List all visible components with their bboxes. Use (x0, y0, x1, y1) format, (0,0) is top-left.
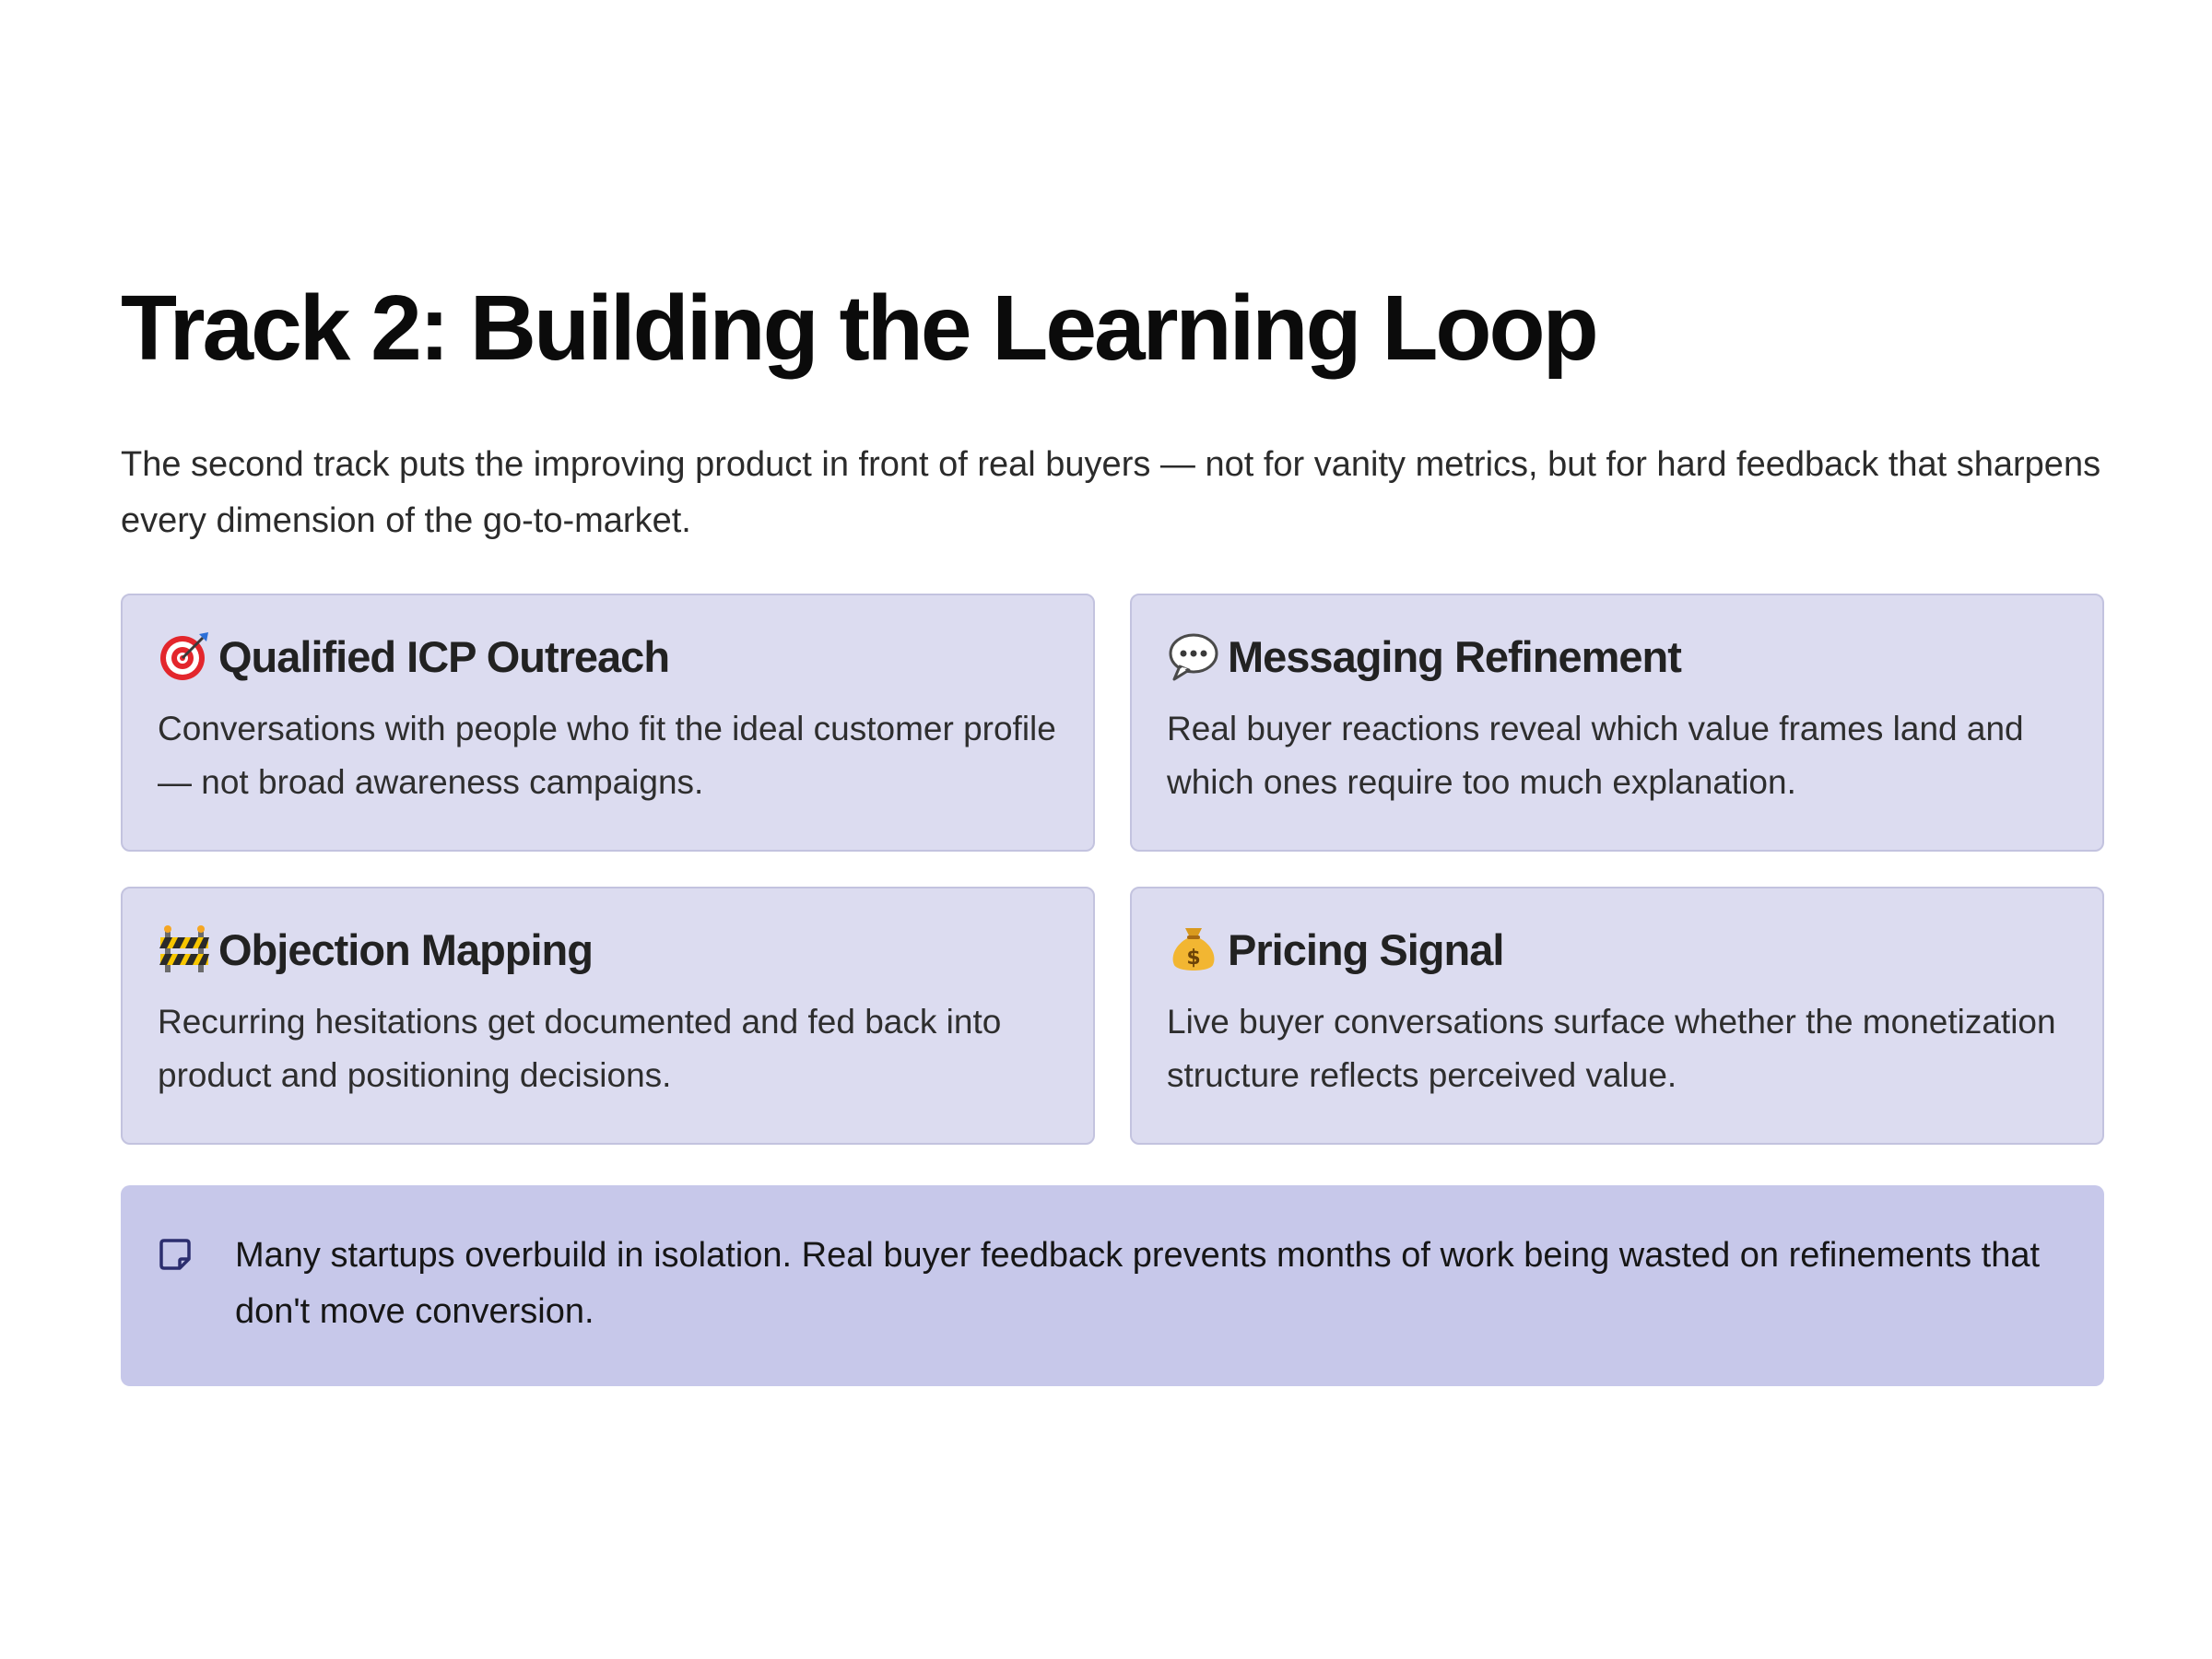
card-title: Pricing Signal (1228, 924, 1504, 974)
card-grid (121, 594, 2104, 1145)
card-description: Conversations with people who fit the ideal customer profile — not broad awareness campaigns. (158, 710, 1056, 801)
card-qualified-icp-outreach (121, 594, 1095, 852)
construction-barrier-icon (158, 923, 211, 976)
target-icon (158, 629, 211, 683)
card-description: Live buyer conversations surface whether the monetization structure reflects perceived value. (1167, 1003, 2056, 1094)
card-messaging-refinement (1130, 594, 2104, 852)
card-description: Real buyer reactions reveal which value frames land and which ones require too much explanation. (1167, 710, 2024, 801)
svg-text:$: $ (1186, 947, 1201, 970)
card-description: Recurring hesitations get documented and fed back into product and positioning decisions. (158, 1003, 1002, 1094)
card-header (158, 627, 1058, 686)
callout-text: Many startups overbuild in isolation. Real buyer feedback prevents months of work being wasted on refinements that don't move conversion. (235, 1236, 2041, 1331)
card-pricing-signal (1130, 887, 2104, 1145)
card-objection-mapping (121, 887, 1095, 1145)
card-title: Objection Mapping (218, 924, 593, 974)
card-header (158, 920, 1058, 979)
note-icon (158, 1237, 193, 1272)
card-header (1167, 920, 2067, 979)
card-header (1167, 627, 2067, 686)
money-bag-icon (1167, 923, 1220, 976)
intro-paragraph: The second track puts the improving product in front of real buyers — not for vanity metrics, but for hard feedback that sharpens every dimension of the go-to-market. (121, 445, 2101, 540)
callout-note (121, 1185, 2104, 1386)
speech-bubble-icon (1167, 629, 1220, 683)
page-title: Track 2: Building the Learning Loop (121, 276, 1596, 380)
slide (121, 276, 2104, 1386)
card-title: Messaging Refinement (1228, 631, 1681, 681)
card-title: Qualified ICP Outreach (218, 631, 670, 681)
